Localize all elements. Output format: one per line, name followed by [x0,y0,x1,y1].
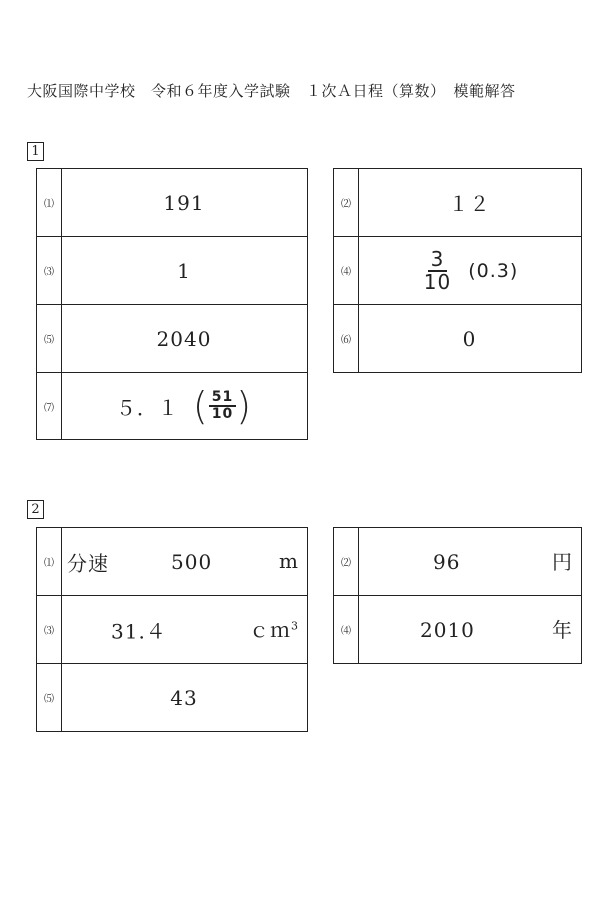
item-label: ⑵ [334,169,359,236]
item-label: ⑴ [37,528,62,595]
answer-area [61,528,307,595]
fraction-denominator: 10 [211,406,234,422]
item-label: ⑸ [37,664,62,731]
fraction [421,246,454,294]
decimal-equivalent: (0.3) [468,259,519,282]
item-label: ⑶ [37,237,62,304]
fraction-denominator: 10 [423,269,452,294]
fraction-numerator: 51 [209,390,236,407]
answer-unit: 円 [552,549,573,574]
answer-area [358,528,581,595]
item-label: ⑷ [334,237,359,304]
answer-unit: 年 [552,617,573,642]
answer-cell-1-5 [36,304,308,373]
answer-value: 191 [163,190,205,215]
answer-value [61,373,307,439]
section-1-number: 1 [27,142,44,161]
answer-unit [249,614,299,643]
answer-cell-2-4 [333,595,582,664]
answer-unit: m [279,548,299,573]
answer-value: 0 [462,326,477,351]
answer-value: 2010 [420,617,475,642]
answer-cell-1-6 [333,304,582,373]
answer-area [358,596,581,663]
answer-cell-1-3 [36,236,308,305]
answer-cell-1-7 [36,372,308,440]
answer-cell-2-3 [36,595,308,664]
item-label: ⑹ [334,305,359,372]
item-label: ⑴ [37,169,62,236]
paren-open: ( [192,384,209,428]
unit-superscript: 3 [291,618,299,632]
item-label: ⑶ [37,596,62,663]
fraction [209,390,236,421]
answer-area [61,596,307,663]
answer-value: 1 [177,258,191,283]
answer-cell-1-2 [333,168,582,237]
answer-value: 2040 [156,326,212,351]
answer-value: 43 [170,685,198,710]
answer-cell-1-4 [333,236,582,305]
answer-value: 31.４ [111,619,167,643]
answer-value: １２ [448,192,491,216]
decimal-answer: ５．１ [115,395,179,420]
answer-value: 96 [433,549,461,574]
paren-close: ) [236,384,253,428]
answer-value: 500 [171,549,213,574]
page-title: 大阪国際中学校 令和６年度入学試験 １次Ａ日程（算数） 模範解答 [27,82,516,100]
item-label: ⑵ [334,528,359,595]
fraction-numerator: 3 [428,249,448,272]
item-label: ⑷ [334,596,359,663]
answer-prefix: 分速 [67,551,109,575]
answer-value [358,237,581,304]
section-2-number: 2 [27,500,44,519]
item-label: ⑺ [37,373,62,439]
answer-cell-1-1 [36,168,308,237]
answer-cell-2-1 [36,527,308,596]
answer-cell-2-2 [333,527,582,596]
item-label: ⑸ [37,305,62,372]
answer-cell-2-5 [36,663,308,732]
unit-text: ｃｍ [249,617,291,642]
